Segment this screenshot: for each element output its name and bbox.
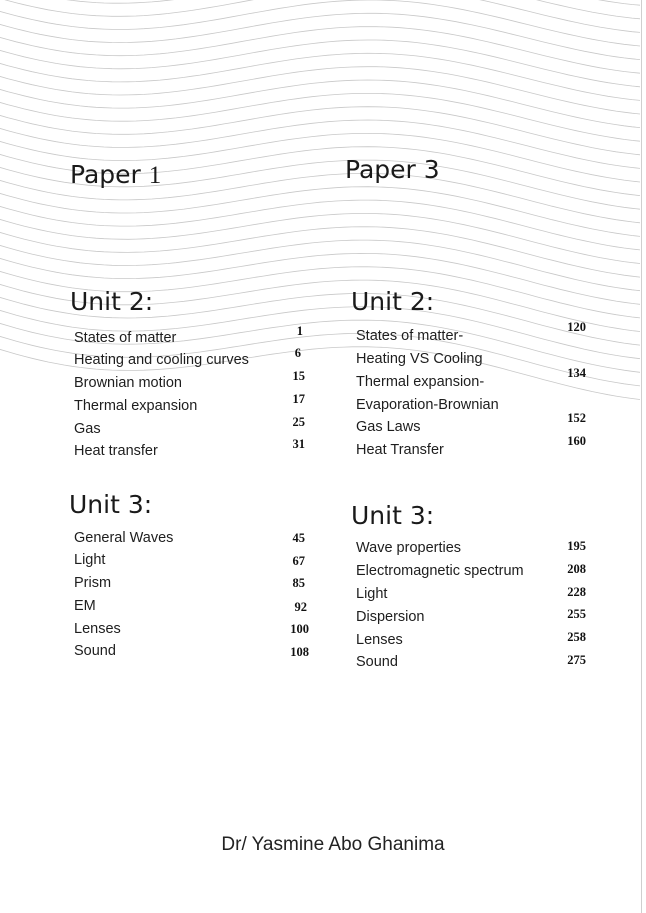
left-unit2-page-number: 1 xyxy=(296,324,303,338)
right-unit3-page-number: 195 xyxy=(567,539,586,553)
right-unit3-item: Sound xyxy=(356,654,398,670)
left-unit2-item: Thermal expansion xyxy=(74,398,198,414)
left-unit3-page-number: 92 xyxy=(294,600,307,614)
author-name: Dr/ Yasmine Abo Ghanima xyxy=(221,834,445,855)
right-unit3-page-number: 208 xyxy=(567,562,586,576)
right-unit2-page-number: 152 xyxy=(567,411,586,425)
left-unit3-item: Prism xyxy=(74,575,112,591)
left-unit2-page-number: 17 xyxy=(292,392,305,406)
right-unit-3-title: Unit 3: xyxy=(351,501,435,530)
left-unit2-page-number: 15 xyxy=(292,369,305,383)
left-unit2-item: Heat transfer xyxy=(74,443,158,459)
wave-line xyxy=(0,227,640,277)
left-unit2-page-number: 31 xyxy=(292,437,305,451)
wave-line xyxy=(0,107,640,155)
wave-line xyxy=(0,27,640,74)
wave-line xyxy=(0,0,640,46)
right-unit3-page-number: 258 xyxy=(567,630,586,644)
left-unit3-item: Sound xyxy=(74,643,116,659)
right-unit3-page-number: 275 xyxy=(567,653,586,667)
left-unit3-item: General Waves xyxy=(74,530,174,546)
paper-1-title-text: Paper xyxy=(70,160,141,189)
right-unit3-page-number: 255 xyxy=(567,607,586,621)
left-unit3-page-number: 85 xyxy=(292,576,305,590)
right-unit-2-title: Unit 2: xyxy=(351,287,435,316)
paper-1-title-number: 1 xyxy=(148,162,162,189)
right-unit3-item: Dispersion xyxy=(356,609,425,625)
right-unit3-item: Wave properties xyxy=(356,540,462,556)
page-edge-line xyxy=(641,0,642,913)
right-unit3-item: Lenses xyxy=(356,632,403,648)
wave-line xyxy=(0,240,640,291)
left-unit3-page-number: 100 xyxy=(290,622,309,636)
right-unit3-item: Light xyxy=(356,586,388,602)
left-unit2-item: Heating and cooling curves xyxy=(74,352,249,368)
left-unit-3-title: Unit 3: xyxy=(69,490,153,519)
wave-line xyxy=(0,93,640,141)
right-unit3-page-number: 228 xyxy=(567,585,586,599)
left-unit-2-title: Unit 2: xyxy=(70,287,154,316)
right-unit2-item: Gas Laws xyxy=(356,419,421,435)
left-unit3-page-number: 108 xyxy=(290,645,309,659)
left-unit2-item: Gas xyxy=(74,421,101,437)
right-unit2-item: States of matter- xyxy=(356,328,464,344)
wave-line xyxy=(0,213,640,263)
paper-1-title xyxy=(70,160,161,190)
left-unit2-item: Brownian motion xyxy=(74,375,182,391)
left-unit2-page-number: 6 xyxy=(294,346,301,360)
right-unit2-item: Thermal expansion- xyxy=(356,374,485,390)
right-unit2-page-number: 120 xyxy=(567,320,586,334)
left-unit3-item: Lenses xyxy=(74,621,121,637)
left-unit3-item: Light xyxy=(74,552,106,568)
wave-line xyxy=(0,13,640,59)
right-unit2-item: Evaporation-Brownian xyxy=(356,397,499,413)
right-unit2-item: Heat Transfer xyxy=(356,442,444,458)
paper-3-title: Paper 3 xyxy=(345,155,440,184)
right-unit3-item: Electromagnetic spectrum xyxy=(356,563,524,579)
right-unit2-page-number: 134 xyxy=(567,366,586,380)
left-unit2-page-number: 25 xyxy=(292,415,305,429)
right-unit2-item: Heating VS Cooling xyxy=(356,351,483,367)
left-unit2-item: States of matter xyxy=(74,330,177,346)
left-unit3-page-number: 45 xyxy=(292,531,305,545)
left-unit3-item: EM xyxy=(74,598,96,614)
right-unit2-page-number: 160 xyxy=(567,434,586,448)
wave-line xyxy=(0,53,640,100)
wave-line xyxy=(0,40,640,87)
left-unit3-page-number: 67 xyxy=(292,554,305,568)
